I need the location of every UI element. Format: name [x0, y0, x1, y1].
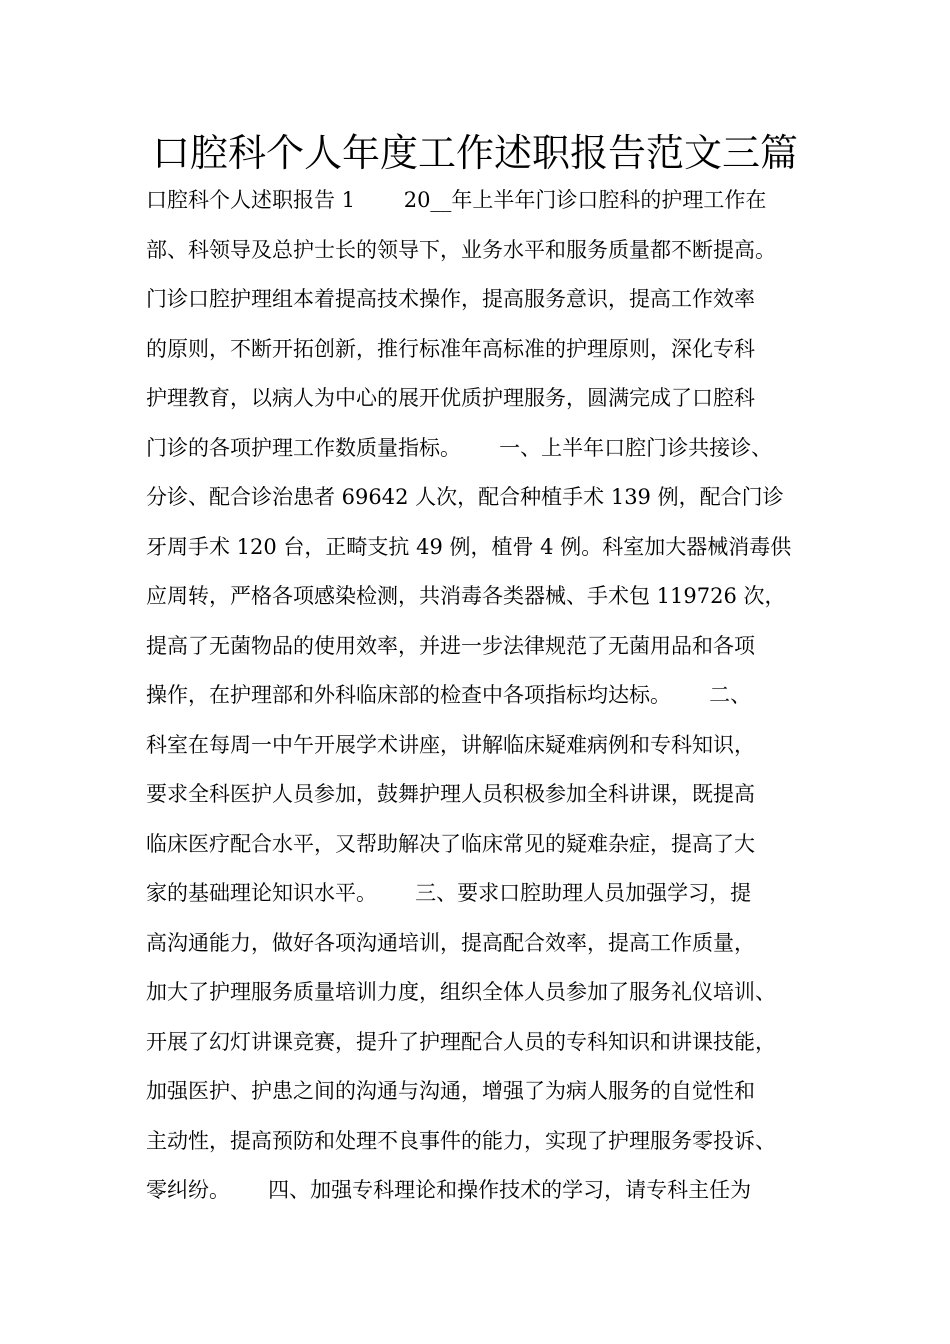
document-body: [146, 176, 836, 1216]
text-line: 家的基础理论知识水平。 三、要求口腔助理人员加强学习，提: [146, 881, 752, 905]
text-line: 应周转，严格各项感染检测，共消毒各类器械、手术包 119726 次，: [146, 584, 786, 608]
text-line: 临床医疗配合水平，又帮助解决了临床常见的疑难杂症，提高了大: [146, 831, 755, 856]
text-line: 门诊的各项护理工作数质量指标。 一、上半年口腔门诊共接诊、: [146, 435, 773, 460]
text-line: 提高了无菌物品的使用效率，并进一步法律规范了无菌用品和各项: [146, 633, 755, 658]
text-line: 加强医护、护患之间的沟通与沟通，增强了为病人服务的自觉性和: [146, 1079, 755, 1103]
text-line: 操作，在护理部和外科临床部的检查中各项指标均达标。 二、: [146, 683, 752, 707]
text-line: 牙周手术 120 台，正畸支抗 49 例，植骨 4 例。科室加大器械消毒供: [146, 534, 792, 559]
text-line: 的原则，不断开拓创新，推行标准年高标准的护理原则，深化专科: [146, 336, 755, 361]
text-line: 加大了护理服务质量培训力度，组织全体人员参加了服务礼仪培训、: [146, 980, 776, 1004]
text-line: 口腔科个人述职报告 1 20__年上半年门诊口腔科的护理工作在: [146, 188, 767, 212]
text-line: 零纠纷。 四、加强专科理论和操作技术的学习，请专科主任为: [146, 1178, 752, 1202]
text-line: 科室在每周一中午开展学术讲座，讲解临床疑难病例和专科知识，: [146, 732, 755, 757]
text-line: 门诊口腔护理组本着提高技术操作，提高服务意识，提高工作效率: [146, 287, 755, 311]
text-line: 要求全科医护人员参加，鼓舞护理人员积极参加全科讲课，既提高: [146, 782, 755, 806]
text-line: 护理教育，以病人为中心的展开优质护理服务，圆满完成了口腔科: [146, 386, 755, 410]
text-line: 高沟通能力，做好各项沟通培训，提高配合效率，提高工作质量，: [146, 930, 755, 955]
text-line: 主动性，提高预防和处理不良事件的能力，实现了护理服务零投诉、: [146, 1128, 776, 1153]
text-line: 开展了幻灯讲课竞赛，提升了护理配合人员的专科知识和讲课技能，: [146, 1029, 776, 1054]
text-line: 分诊、配合诊治患者 69642 人次，配合种植手术 139 例，配合门诊: [146, 485, 784, 509]
document-title: 口腔科个人年度工作述职报告范文三篇: [151, 131, 798, 175]
text-line: 部、科领导及总护士长的领导下，业务水平和服务质量都不断提高。: [146, 237, 776, 262]
